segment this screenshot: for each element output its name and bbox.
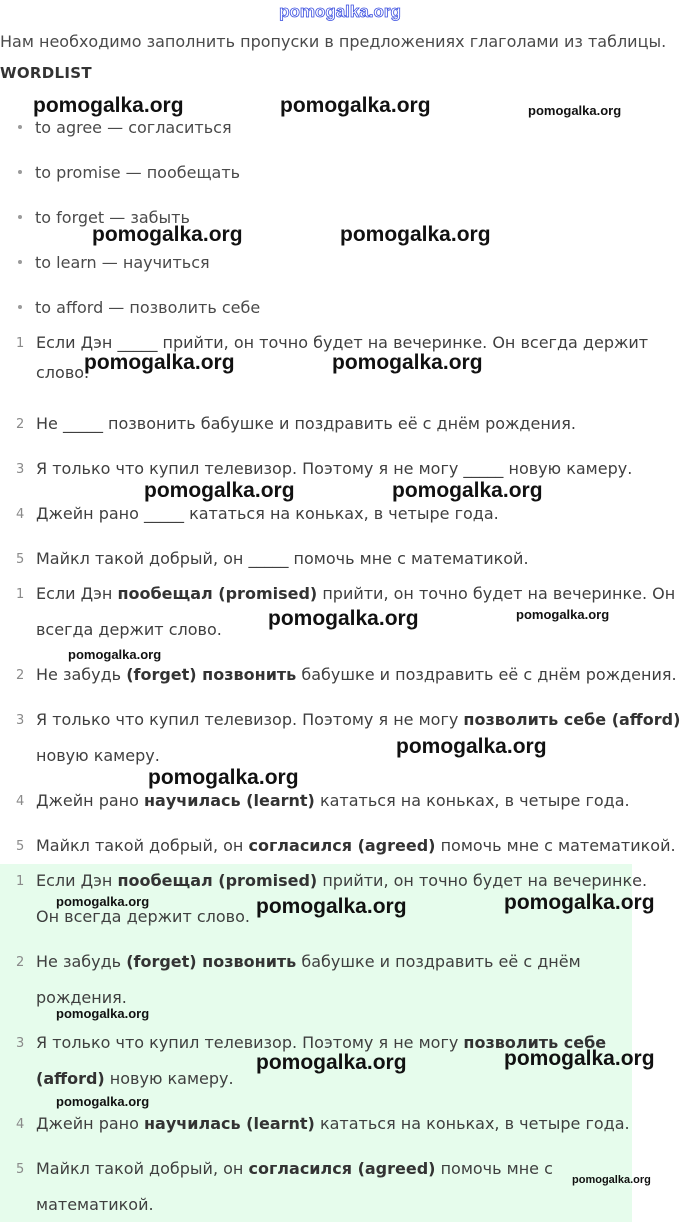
watermark: pomogalka.org [340,223,491,246]
answer-sentence: Я только что купил телевизор. Поэтому я не могу позволить себе (afford) новую камеру. [36,710,680,765]
bullet-icon [18,215,22,219]
watermark: pomogalka.org [148,766,299,789]
task-sentence: Не _____ позвонить бабушке и поздравить её с днём рождения. [36,414,576,433]
answer-number: 3 [16,1036,25,1051]
watermark: pomogalka.org [504,891,655,914]
task-number: 4 [16,507,25,522]
bullet-icon [18,125,22,129]
answer-sentence: Я только что купил телевизор. Поэтому я не могу позволить себе (afford) новую камеру. [36,1033,607,1088]
watermark: pomogalka.org [504,1047,655,1070]
answer-number: 3 [16,713,25,728]
answer-sentence: Если Дэн пообещал (promised) прийти, он точно будет на вечеринке. Он всегда держит слово. [36,584,676,639]
watermark: pomogalka.org [144,479,295,502]
watermark: pomogalka.org [84,351,235,374]
wordlist-item: to agree — согласиться [18,118,232,137]
wordlist-title: WORDLIST [0,64,92,82]
answer-number: 4 [16,794,25,809]
task-number: 2 [16,417,25,432]
intro-text: Нам необходимо заполнить пропуски в предложениях глаголами из таблицы. [0,32,667,51]
watermark: pomogalka.org [572,1174,651,1186]
answer-sentence: Если Дэн пообещал (promised) прийти, он точно будет на вечеринке. Он всегда держит слово. [36,871,648,926]
task-sentence: Я только что купил телевизор. Поэтому я не могу _____ новую камеру. [36,459,633,478]
watermark: pomogalka.org [392,479,543,502]
watermark: pomogalka.org [280,94,431,117]
answer-sentence: Майкл такой добрый, он согласился (agreed) помочь мне с математикой. [36,836,676,855]
task-number: 1 [16,336,25,351]
watermark: pomogalka.org [268,607,419,630]
task-sentence: Джейн рано _____ кататься на коньках, в четыре года. [36,504,499,523]
task-sentence: Если Дэн _____ прийти, он точно будет на вечеринке. Он всегда держит слово. [36,333,649,382]
answer-sentence: Майкл такой добрый, он согласился (agreed) помочь мне с математикой. [36,1159,553,1214]
bullet-icon [18,305,22,309]
task-number: 5 [16,552,25,567]
answer-sentence: Не забудь (forget) позвонить бабушке и поздравить её с днём рождения. [36,665,677,684]
watermark: pomogalka.org [396,735,547,758]
answer-number: 5 [16,839,25,854]
watermark: pomogalka.org [56,1006,150,1021]
wordlist-item: to forget — забыть [18,208,190,227]
answer-sentence: Джейн рано научилась (learnt) кататься на коньках, в четыре года. [36,791,630,810]
watermark: pomogalka.org [68,647,162,662]
answer-number: 5 [16,1162,25,1177]
watermark: pomogalka.org [92,223,243,246]
bullet-icon [18,170,22,174]
answer-sentence: Джейн рано научилась (learnt) кататься на коньках, в четыре года. [36,1114,630,1133]
answer-number: 1 [16,587,25,602]
answer-number: 1 [16,874,25,889]
watermark: pomogalka.org [56,1094,150,1109]
task-sentence: Майкл такой добрый, он _____ помочь мне с математикой. [36,549,529,568]
watermark: pomogalka.org [256,895,407,918]
watermark: pomogalka.org [528,103,622,118]
wordlist-item: to afford — позволить себе [18,298,260,317]
answer-sentence: Не забудь (forget) позвонить бабушке и поздравить её с днём рождения. [36,952,581,1007]
bullet-icon [18,260,22,264]
answer-number: 4 [16,1117,25,1132]
watermark: pomogalka.org [256,1051,407,1074]
answer-number: 2 [16,668,25,683]
task-number: 3 [16,462,25,477]
wordlist-item: to learn — научиться [18,253,210,272]
wordlist-item: to promise — пообещать [18,163,240,182]
watermark: pomogalka.org [332,351,483,374]
watermark: pomogalka.org [56,894,150,909]
watermark: pomogalka.org [33,94,184,117]
answer-number: 2 [16,955,25,970]
top-watermark: pomogalka.org [279,2,401,21]
watermark: pomogalka.org [516,607,610,622]
